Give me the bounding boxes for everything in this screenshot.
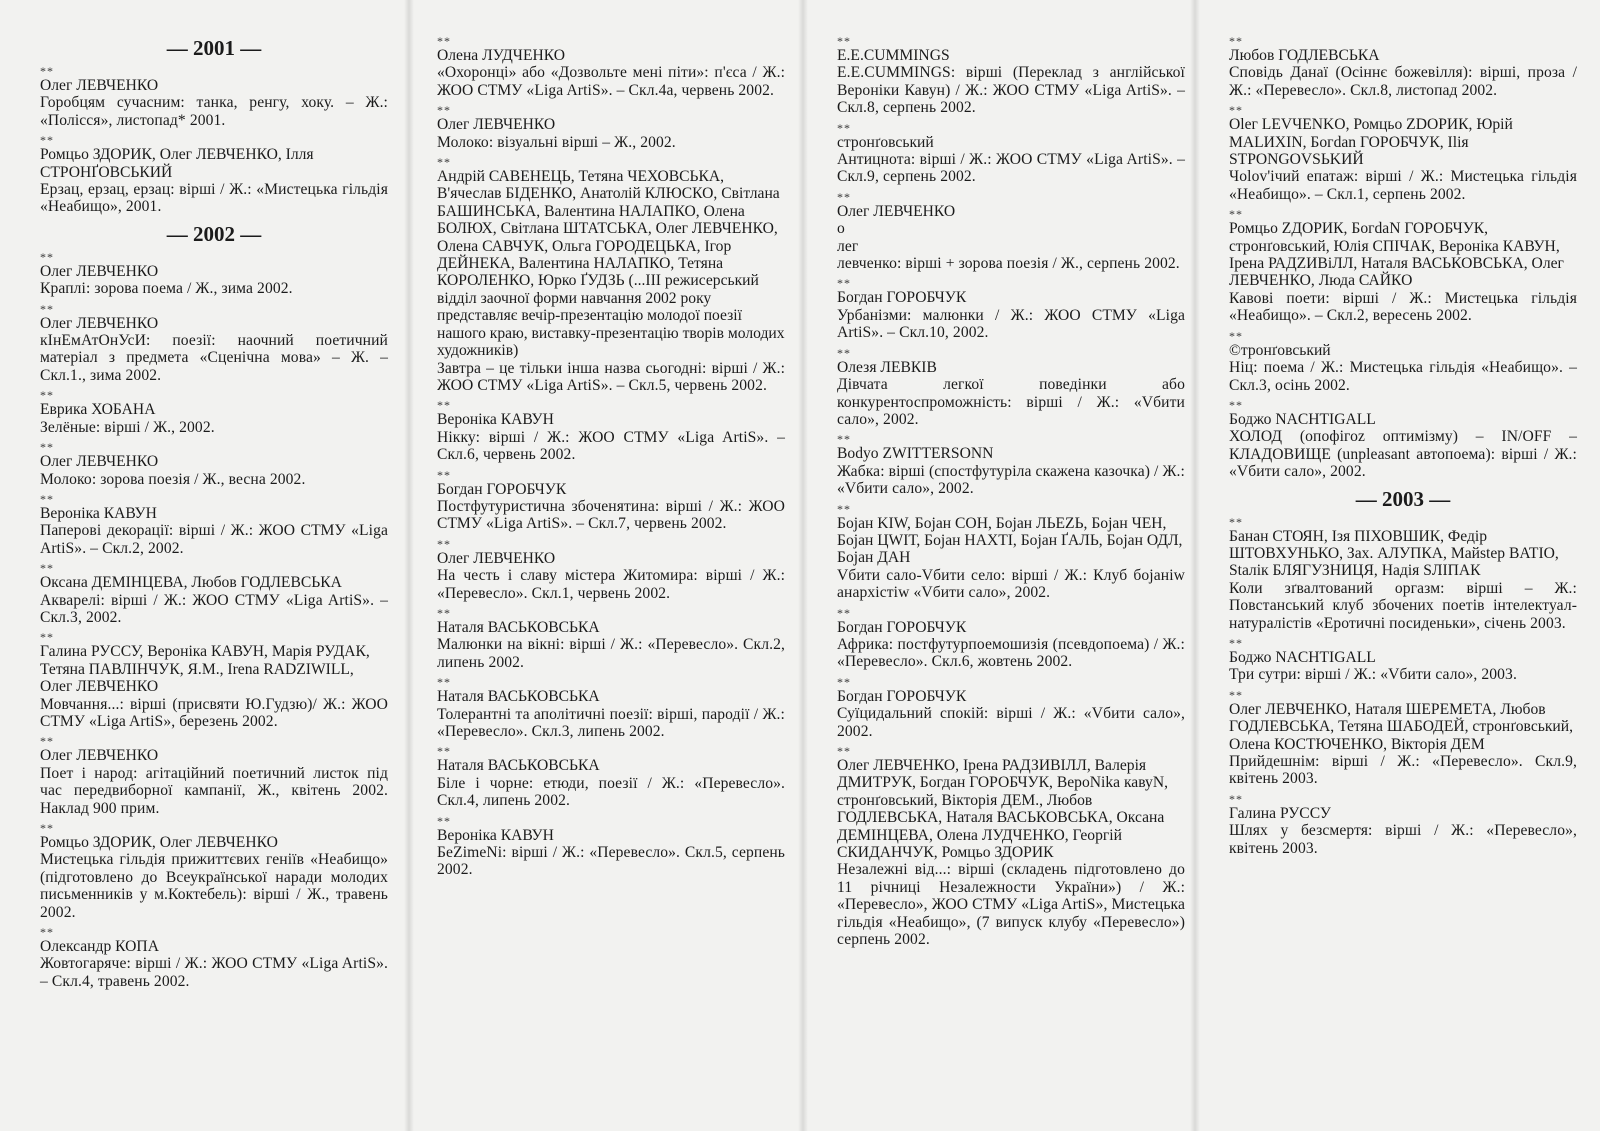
entry-separator: **	[437, 155, 451, 170]
entry-separator: **	[437, 675, 451, 690]
column-1	[40, 36, 388, 996]
bibliography-entry	[40, 927, 388, 990]
bibliography-entry	[40, 301, 388, 385]
entry-separator: **	[437, 103, 451, 118]
entry-authors: Галина РУССУ, Вероніка КАВУН, Марія РУДАК, Тетяна ПАВЛІНЧУК, Я.М., Irena RADZIWILL, Олег ЛЕВЧЕНКО	[40, 643, 370, 696]
entry-authors: Вероніка КАВУН	[437, 411, 554, 429]
column-2	[437, 36, 785, 885]
year-heading: — 2003 —	[1355, 486, 1451, 511]
entry-authors: ©тронґовський	[1229, 341, 1331, 359]
entry-authors: Олександр КОПА	[40, 938, 159, 956]
bibliography-entry	[1229, 397, 1577, 481]
entry-authors: Bodyo ZWITTERSONN	[837, 445, 994, 463]
entry-separator: **	[40, 133, 54, 148]
fold-line	[1190, 0, 1200, 1131]
entry-authors: Олег ЛЕВЧЕНКО	[40, 77, 159, 94]
entry-authors: Богдан ГОРОБЧУК	[437, 480, 567, 498]
entry-authors: E.E.CUMMINGS	[837, 47, 950, 64]
entry-description: Мистецька гільдія прижиттєвих геніїв «Неабищо» (підготовлено до Всеукраїнської наради молодих письменників у м.Коктебель): вірші / Ж., травень 2002.	[40, 851, 388, 921]
entry-description: Краплі: зорова поема / Ж., зима 2002.	[40, 280, 293, 298]
entry-authors: Боджо NACHTIGALL	[1229, 410, 1376, 428]
bibliography-entry	[40, 442, 388, 488]
entry-separator: **	[40, 249, 54, 264]
bibliography-entry	[437, 105, 785, 151]
entry-separator: **	[1229, 514, 1243, 529]
bibliography-entry	[837, 605, 1185, 671]
entry-separator: **	[40, 388, 54, 403]
entry-description: Коли зґвалтований оргазм: вірші – Ж.: Повстанський клуб збочених поетів інтелектуал-натуралістів «Еротичні посиденьки», січень 2003.	[1229, 579, 1577, 632]
bibliography-entry	[40, 823, 388, 921]
bibliography-entry	[1229, 514, 1577, 632]
entry-description: ХОЛОД (опофігоz оптимізму) – IN/OFF – КЛАДОВИЩЕ (unpleasant автопоема): вірші / Ж.: «Vбити сало», 2002.	[1229, 428, 1577, 481]
entry-authors: Еврика ХОБАНА	[40, 401, 156, 419]
entry-description: Урбанізми: малюнки / Ж.: ЖОО СТМУ «Liga ArtiS». – Скл.10, 2002.	[837, 306, 1185, 342]
entry-separator: **	[837, 120, 851, 135]
entry-separator: **	[437, 536, 451, 551]
bibliography-entry	[1229, 105, 1577, 203]
entry-authors: Вероніка КАВУН	[437, 826, 554, 844]
entry-separator: **	[40, 925, 54, 940]
entry-separator: **	[1229, 328, 1243, 343]
fold-line	[798, 0, 808, 1131]
entry-separator: **	[1229, 635, 1243, 650]
entry-authors: Ромцьо ЗДОРИК, Олег ЛЕВЧЕНКО, Ілля СТРОНҐОВСЬКИЙ	[40, 146, 314, 181]
entry-separator: **	[40, 821, 54, 835]
entry-separator: **	[1229, 34, 1243, 48]
entry-authors: Олезя ЛЕВКІВ	[837, 358, 937, 376]
entry-description: Біле і чорне: етюди, поезії / Ж.: «Перевесло». Скл.4, липень 2002.	[437, 774, 785, 810]
year-heading: — 2001 —	[166, 36, 262, 60]
entry-authors: Олег ЛЕВЧЕНКО	[40, 314, 159, 332]
entry-description: Суїцидальний спокій: вірші / Ж.: «Vбити сало», 2002.	[837, 705, 1185, 740]
bibliography-entry	[40, 491, 388, 557]
entry-description: Кавові поети: вірші / Ж.: Мистецька гільдія «Неабищо». – Скл.2, вересень 2002.	[1229, 289, 1577, 325]
bibliography-entry	[437, 400, 785, 463]
entry-separator: **	[837, 501, 851, 516]
entry-description: Постфутуристична збоченятина: вірші / Ж.: ЖОО СТМУ «Liga ArtiS». – Скл.7, червень 2002.	[437, 497, 785, 533]
entry-description: Три сутри: вірші / Ж.: «Vбити сало», 2003.	[1229, 666, 1517, 684]
bibliography-entry	[40, 632, 388, 730]
entry-separator: **	[437, 34, 451, 48]
entry-authors: Галина РУССУ	[1229, 804, 1331, 822]
entry-authors: Вероніка КАВУН	[40, 504, 157, 522]
entry-authors: Богдан ГОРОБЧУК	[837, 618, 967, 636]
entry-description: Завтра – це тільки інша назва сьогодні: вірші / Ж.: ЖОО СТМУ «Liga ArtiS». – Скл.5, червень 2002.	[437, 359, 785, 394]
entry-separator: **	[40, 630, 54, 645]
entry-separator: **	[1229, 397, 1243, 412]
entry-separator: **	[40, 301, 54, 316]
entry-authors: Олег ЛЕВЧЕНКО	[40, 262, 159, 280]
entry-description: Жабка: вірші (спостфутуріла скажена казочка) / Ж.: «Vбити сало», 2002.	[837, 462, 1185, 498]
entry-authors: Наталя ВАСЬКОВСЬКА	[437, 757, 600, 775]
entry-separator: **	[437, 398, 451, 413]
entry-description: Незалежні від...: вірші (складень підготовлено до 11 річниці Незалежности України») / Ж.: «Перевесло», ЖОО СТМУ «Liga ArtiS», Мистецька гільдія «Неабищо», (7 випуск клубу «Перевесло») серпень 2002.	[837, 861, 1185, 949]
column-4	[1229, 36, 1577, 863]
bibliography-entry	[837, 746, 1185, 948]
entry-authors: Оксана ДЕМІНЦЕВА, Любов ГОДЛЕВСЬКА	[40, 574, 342, 592]
entry-separator: **	[40, 734, 54, 749]
bibliography-entry	[437, 813, 785, 879]
entry-separator: **	[437, 467, 451, 482]
entry-description: Ніц: поема / Ж.: Мистецька гільдія «Неабищо». – Скл.3, осінь 2002.	[1229, 359, 1577, 394]
column-3	[837, 36, 1185, 954]
bibliography-entry	[40, 563, 388, 626]
bibliography-entry	[437, 677, 785, 740]
bibliography-entry	[437, 605, 785, 671]
entry-separator: **	[837, 189, 851, 204]
entry-separator: **	[837, 34, 851, 48]
entry-authors: Боджо NACHTIGALL	[1229, 648, 1376, 666]
entry-separator: **	[837, 674, 851, 689]
bibliography-entry	[1229, 635, 1577, 684]
entry-authors: Олег ЛЕВЧЕНКО	[437, 549, 556, 567]
bibliography-entry	[837, 434, 1185, 497]
entry-separator: **	[40, 440, 54, 455]
entry-separator: **	[837, 605, 851, 620]
entry-description: Жовтогаряче: вірші / Ж.: ЖОО СТМУ «Liga ArtiS». – Скл.4, травень 2002.	[40, 955, 388, 990]
entry-authors: Олег ЛЕВЧЕНКО	[437, 116, 556, 134]
entry-description: БеZimeNi: вірші / Ж.: «Перевесло». Скл.5, серпень 2002.	[437, 844, 785, 879]
entry-description: Зелёные: вірші / Ж., 2002.	[40, 418, 215, 436]
entry-description: Горобцям сучасним: танка, ренгу, хоку. – Ж.: «Полісся», листопад* 2001.	[40, 94, 388, 129]
entry-description: Поет і народ: агітаційний поетичний листок під час передвиборної кампанії, Ж., квітень 2002. Наклад 900 прим.	[40, 764, 388, 817]
entry-description: Молоко: зорова поезія / Ж., весна 2002.	[40, 470, 306, 488]
entry-authors: Ромцьо ЗДОРИК, Олег ЛЕВЧЕНКО	[40, 834, 278, 851]
entry-description: Акварелі: вірші / Ж.: ЖОО СТМУ «Liga ArtiS». – Скл.3, 2002.	[40, 591, 388, 626]
entry-authors: Олег ЛЕВЧЕНКО, Ірена РАДЗИВІЛЛ, Валерія ДМИТРУК, Богдан ГОРОБЧУК, ВероNіka кавуN, стронґовський, Вікторія ДЕМ., Любов ГОДЛЕВСЬКА, Наталя ВАСЬКОВСЬКА, Оксана ДЕМІНЦЕВА, Олена ЛУДЧЕНКО, Георгій СКИДАНЧУК, Ромцьо ЗДОРИК	[837, 757, 1169, 862]
entry-description: Дівчата легкої поведінки або конкурентоспроможність: вірші / Ж.: «Vбити сало», 2002.	[837, 376, 1185, 428]
entry-description: Ерзац, ерзац, ерзац: вірші / Ж.: «Мистецька гільдія «Неабищо», 2001.	[40, 181, 388, 216]
entry-description: Паперові декорації: вірші / Ж.: ЖОО СТМУ «Liga ArtiS». – Скл.2, 2002.	[40, 522, 388, 557]
year-heading: — 2002 —	[166, 221, 262, 246]
entry-description: «Охоронці» або «Дозвольте мені піти»: п'єса / Ж.: ЖОО СТМУ «Liga ArtiS». – Скл.4а, червень 2002.	[437, 64, 785, 99]
entry-authors: Богдан ГОРОБЧУК	[837, 289, 967, 307]
entry-description: кІнЕмАтОнУсИ: поезії: наочний поетичний матеріал з предмета «Сценічна мова» – Ж. – Скл.1., зима 2002.	[40, 332, 388, 384]
entry-description: Шлях у безсмертя: вірші / Ж.: «Перевесло», квітень 2003.	[1229, 822, 1577, 857]
bibliography-entry	[1229, 328, 1577, 394]
entry-description: Прийдешнім: вірші / Ж.: «Перевесло». Скл.9, квітень 2003.	[1229, 753, 1577, 788]
bibliography-entry	[437, 36, 785, 99]
bibliography-entry	[837, 345, 1185, 429]
bibliography-entry	[1229, 36, 1577, 99]
entry-separator: **	[40, 64, 54, 78]
bibliography-entry	[437, 746, 785, 809]
bibliography-entry	[437, 157, 785, 394]
entry-authors: Бојан KIW, Бојан СОН, Бојан ЛЬЕZЬ, Бојан ЧЕН, Бојан ЦWIТ, Бојан НАХТІ, Бојан ҐАЛЬ, Бојан ОДЛ, Бојан ДАН	[837, 514, 1183, 567]
entry-description: E.E.CUMMINGS: вірші (Переклад з англійської Вероніки Кавун) / Ж.: ЖОО СТМУ «Liga ArtiS». – Скл.8, серпень 2002.	[837, 64, 1185, 117]
entry-description: Малюнки на вікні: вірші / Ж.: «Перевесло». Скл.2, липень 2002.	[437, 636, 785, 671]
entry-authors: Наталя ВАСЬКОВСЬКА	[437, 688, 600, 706]
entry-separator: **	[40, 561, 54, 576]
bibliography-entry	[40, 390, 388, 436]
entry-authors: Андрій САВЕНЕЦЬ, Тетяна ЧЕХОВСЬКА, В'ячеслав БІДЕНКО, Анатолій КЛЮСКО, Світлана БАШИНСЬКА, Валентина НАЛАПКО, Олена БОЛЮХ, Світлана ШТАТСЬКА, Олег ЛЕВЧЕНКО, Олена САВЧУК, Ольга ГОРОДЕЦЬКА, Ігор ДЕЙНЕКА, Валентина НАЛАПКО, Тетяна КОРОЛЕНКО, Юрко ҐУДЗЬ (...ІІІ режисерський відділ заочної форми навчання 2002 року представляє вечір-презентацію молодої поезії нашого краю, виставку-презентацію творів молодих художників)	[437, 168, 785, 360]
bibliography-entry	[837, 501, 1185, 602]
entry-authors: Олег ЛЕВЧЕНКО, Наталя ШЕРЕМЕТА, Любов ГОДЛЕВСЬКА, Тетяна ШАБОДЕЙ, стронґовський, Олена КОСТЮЧЕНКО, Вікторія ДЕМ	[1229, 700, 1574, 753]
bibliography-entry	[40, 736, 388, 817]
entry-separator: **	[837, 276, 851, 291]
bibliography-entry	[40, 135, 388, 216]
entry-separator: **	[437, 605, 451, 620]
entry-description: На честь і славу містера Житомира: вірші / Ж.: «Перевесло». Скл.1, червень 2002.	[437, 567, 785, 602]
entry-authors: Олег ЛЕВЧЕНКО	[40, 453, 159, 471]
entry-authors: стронґовський	[837, 133, 934, 151]
entry-authors: Любов ГОДЛЕВСЬКА	[1229, 47, 1380, 64]
bibliography-entry	[1229, 687, 1577, 788]
fold-line	[404, 0, 414, 1131]
entry-authors: Олег ЛЕВЧЕНКО	[40, 747, 159, 765]
entry-authors: Банан СТОЯН, Ізя ПІХОВШИК, Федір ШТОВХУНЬКО, Зах. АЛУПКА, Майstep BATIO, Staлік БЛЯГУЗНИЦЯ, Надія SЛІПАК	[1229, 527, 1559, 580]
entry-separator: **	[1229, 103, 1243, 118]
entry-description: Мовчання...: вірші (присвяти Ю.Гудзю)/ Ж.: ЖОО СТМУ «Liga ArtiS», березень 2002.	[40, 695, 388, 730]
entry-separator: **	[437, 744, 451, 759]
entry-description: Нікку: вірші / Ж.: ЖОО СТМУ «Liga ArtiS». – Скл.6, червень 2002.	[437, 428, 785, 464]
entry-separator: **	[1229, 207, 1243, 222]
entry-authors: Наталя ВАСЬКОВСЬКА	[437, 618, 600, 636]
entry-description: Толерантні та аполітичні поезії: вірші, пародії / Ж.: «Перевесло». Скл.3, липень 2002.	[437, 705, 785, 740]
bibliography-entry	[1229, 209, 1577, 324]
bibliography-entry	[837, 36, 1185, 117]
entry-authors: Олена ЛУДЧЕНКО	[437, 47, 566, 64]
entry-separator: **	[837, 432, 851, 447]
entry-separator: **	[437, 813, 451, 828]
entry-description: Антицнота: вірші / Ж.: ЖОО СТМУ «Liga ArtiS». – Скл.9, серпень 2002.	[837, 151, 1185, 186]
entry-authors: Олег ЛЕВЧЕНКО	[837, 202, 956, 220]
entry-authors: Oleг LEVЧENKO, Ромцьо ZDОРИК, Юрій MALИXIN, Богdan ГОРОБЧУК, Ilія STPONGOVSЬKИЙ	[1229, 116, 1513, 169]
entry-description: о лег левченко: вірші + зорова поезія / Ж., серпень 2002.	[837, 220, 1180, 273]
entry-separator: **	[1229, 791, 1243, 806]
entry-authors: Богдан ГОРОБЧУК	[837, 687, 967, 705]
entry-description: Молоко: візуальні вірші – Ж., 2002.	[437, 133, 676, 151]
entry-description: Сповідь Данаї (Осіннє божевілля): вірші, проза / Ж.: «Перевесло». Скл.8, листопад 2002.	[1229, 64, 1577, 99]
bibliography-entry	[1229, 791, 1577, 857]
entry-separator: **	[837, 744, 851, 758]
bibliography-entry	[437, 536, 785, 602]
entry-separator: **	[1229, 687, 1243, 702]
entry-description: Чolov'ічий епатаж: вірші / Ж.: Мистецька гільдія «Неабищо». – Скл.1, серпень 2002.	[1229, 168, 1577, 203]
bibliography-entry	[837, 278, 1185, 341]
bibliography-entry	[837, 189, 1185, 273]
bibliography-entry	[837, 120, 1185, 186]
bibliography-entry	[40, 66, 388, 129]
entry-separator: **	[40, 491, 54, 506]
bibliography-entry	[837, 674, 1185, 740]
bibliography-entry	[40, 249, 388, 298]
entry-separator: **	[837, 345, 851, 360]
bibliography-entry	[437, 467, 785, 533]
entry-description: Vбити сало-Vбити село: вірші / Ж.: Клуб бојаніw анархістіw «Vбити сало», 2002.	[837, 566, 1185, 602]
entry-authors: Ромцьо ZДОРИК, БогdaN ГОРОБЧУК, стронґовський, Юлія СПІЧАК, Вероніка КАВУН, Ірена РАДZИВіЛЛ, Наталя ВАСЬКОВСЬКА, Олег ЛЕВЧЕНКО, Люда САЙКО	[1229, 220, 1564, 290]
entry-description: Африка: постфутурпоемошизія (псевдопоема) / Ж.: «Перевесло». Скл.6, жовтень 2002.	[837, 635, 1185, 671]
